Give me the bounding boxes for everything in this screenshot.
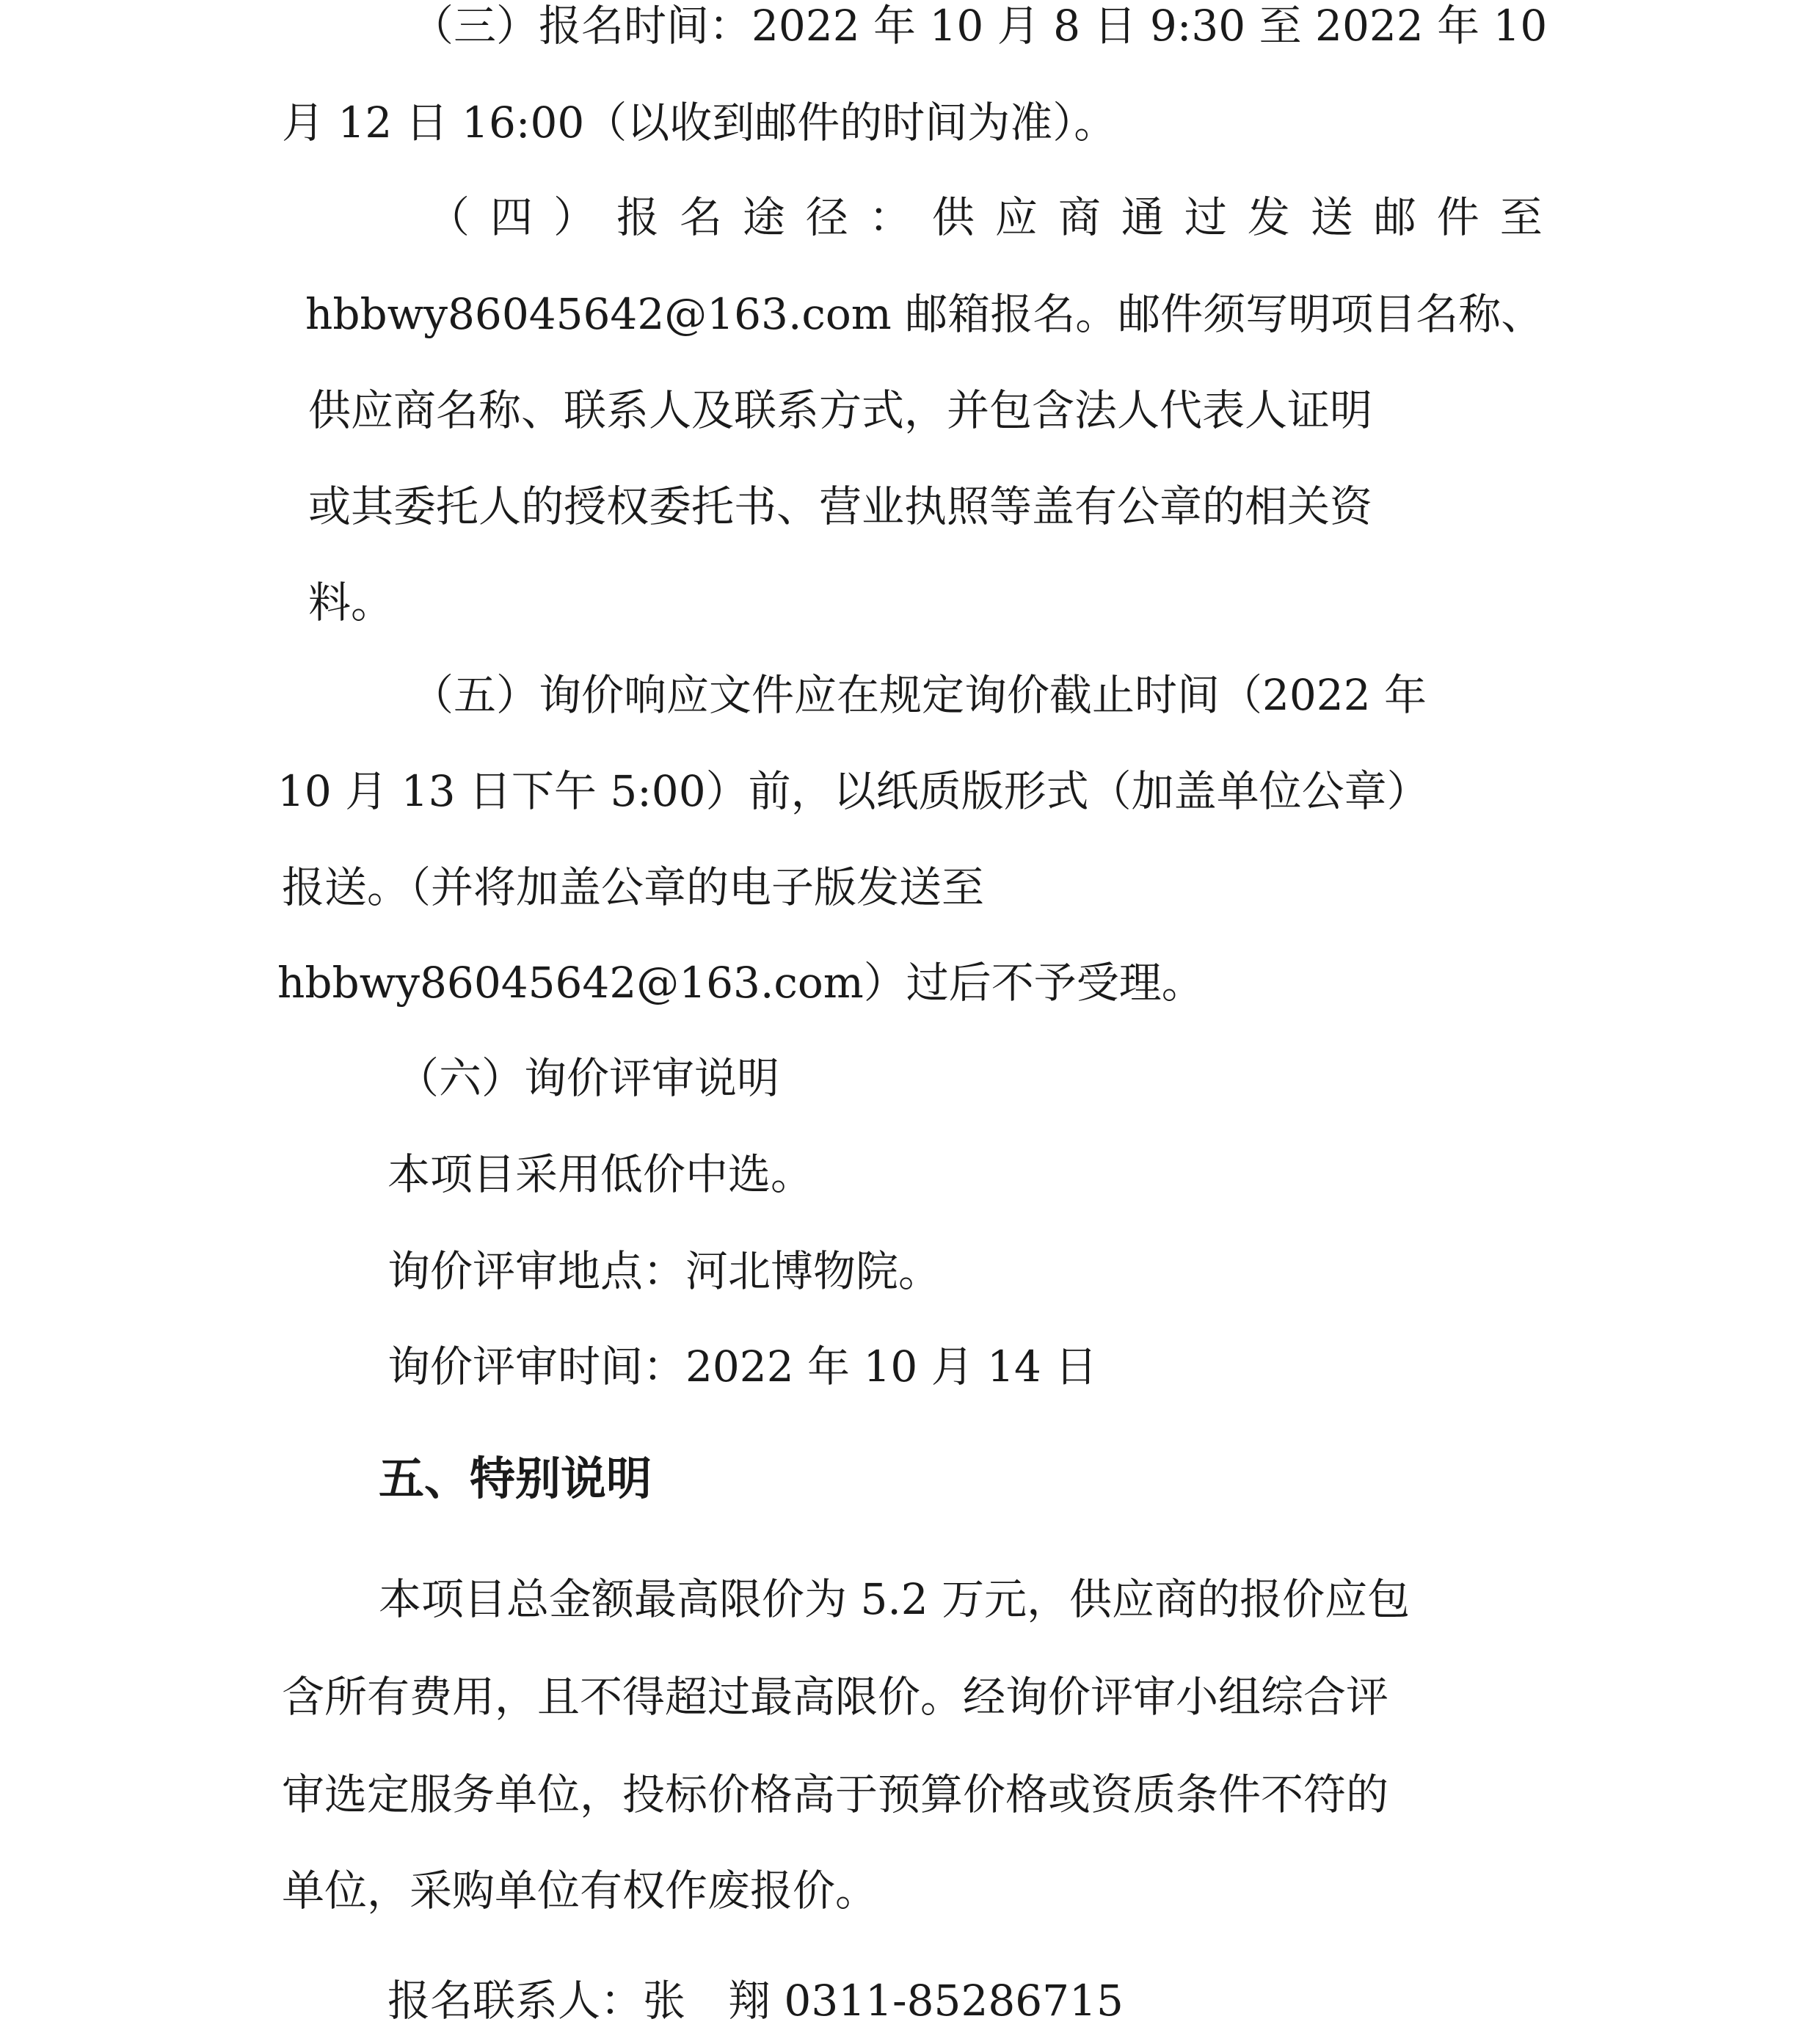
special-notes-line-2: 含所有费用，且不得超过最高限价。经询价评审小组综合评 bbox=[282, 1672, 1389, 1722]
justified-char: 报 bbox=[616, 192, 659, 242]
justified-char: 应 bbox=[994, 192, 1038, 242]
review-location: 询价评审地点：河北博物院。 bbox=[387, 1246, 942, 1296]
justified-char: 发 bbox=[1247, 192, 1290, 242]
justified-char: 件 bbox=[1436, 192, 1479, 242]
justified-char: ： bbox=[868, 192, 911, 242]
justified-char: 过 bbox=[1184, 192, 1227, 242]
review-time: 询价评审时间：2022 年 10 月 14 日 bbox=[387, 1342, 1098, 1391]
review-title: （六）询价评审说明 bbox=[396, 1053, 780, 1103]
justified-char: （ bbox=[427, 192, 470, 242]
special-notes-line-1: 本项目总金额最高限价为 5.2 万元，供应商的报价应包 bbox=[379, 1574, 1410, 1624]
justified-char: 通 bbox=[1121, 192, 1164, 242]
special-notes-line-3: 审选定服务单位，投标价格高于预算价格或资质条件不符的 bbox=[282, 1769, 1389, 1819]
submission-line-1: （五）询价响应文件应在规定询价截止时间（2022 年 bbox=[411, 670, 1427, 720]
justified-char: 至 bbox=[1499, 192, 1543, 242]
justified-char: ） bbox=[553, 192, 596, 242]
registration-channel-line-1 bbox=[427, 192, 1543, 242]
justified-char: 途 bbox=[742, 192, 785, 242]
justified-char: 供 bbox=[931, 192, 975, 242]
registration-channel-line-3: 供应商名称、联系人及联系方式，并包含法人代表人证明 bbox=[308, 385, 1373, 435]
justified-char: 四 bbox=[489, 192, 533, 242]
submission-line-4: hbbwy86045642@163.com）过后不予受理。 bbox=[277, 958, 1204, 1008]
justified-char: 名 bbox=[679, 192, 722, 242]
section-heading-special-notes: 五、特别说明 bbox=[379, 1452, 652, 1505]
justified-char: 径 bbox=[805, 192, 848, 242]
special-notes-line-4: 单位，采购单位有权作废报价。 bbox=[282, 1866, 878, 1916]
submission-line-2: 10 月 13 日下午 5:00）前，以纸质版形式（加盖单位公章） bbox=[277, 766, 1430, 816]
registration-channel-line-5: 料。 bbox=[308, 578, 394, 627]
registration-channel-line-2: hbbwy86045642@163.com 邮箱报名。邮件须写明项目名称、 bbox=[305, 289, 1544, 339]
review-method: 本项目采用低价中选。 bbox=[387, 1149, 814, 1199]
justified-char: 商 bbox=[1058, 192, 1101, 242]
registration-time-line-1: （三）报名时间：2022 年 10 月 8 日 9:30 至 2022 年 10 bbox=[411, 1, 1548, 51]
submission-line-3: 报送。（并将加盖公章的电子版发送至 bbox=[282, 862, 985, 912]
justified-char: 送 bbox=[1310, 192, 1353, 242]
registration-channel-line-4: 或其委托人的授权委托书、营业执照等盖有公章的相关资 bbox=[308, 481, 1373, 531]
registration-contact: 报名联系人：张 翔 0311-85286715 bbox=[387, 1976, 1124, 2026]
justified-char: 邮 bbox=[1373, 192, 1416, 242]
registration-time-line-2: 月 12 日 16:00（以收到邮件的时间为准）。 bbox=[282, 98, 1117, 148]
